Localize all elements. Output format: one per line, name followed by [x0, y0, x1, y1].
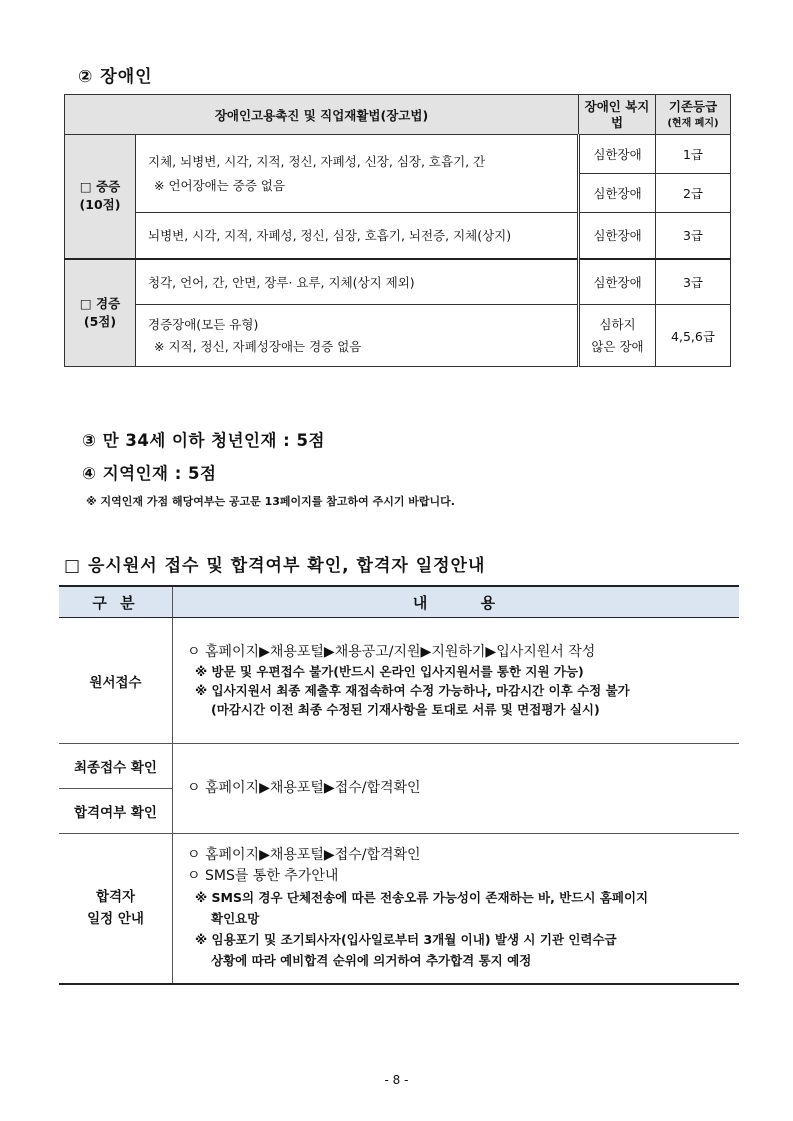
pass-check-label: 합격여부 확인 [59, 789, 173, 834]
severe-row1-grade-b: 2급 [656, 174, 731, 213]
schedule-content: ㅇ 홈페이지▶채용포털▶접수/합격확인 ㅇ SMS를 통한 추가안내 ※ SMS의 경우 단체전송에 따른 전송오류 가능성이 존재하는 바, 반드시 홈페이지 확인요망 ※ 임용포기 및 조기퇴사자(입사일로부터 3개월 이내) 발생 시 기관 인력수급 상황에 따라 예비합격 순위에 의거하여 추가합격 통지 예정 [173, 834, 740, 984]
mild-row2-text: 경증장애(모든 유형) ※ 지적, 정신, 자폐성장애는 경증 없음 [136, 305, 579, 367]
check-content: ㅇ 홈페이지▶채용포털▶접수/합격확인 [173, 744, 740, 834]
severe-row1-grade-a: 1급 [656, 135, 731, 174]
mild-row1-welfare: 심한장애 [579, 259, 656, 305]
mild-row1-text: 청각, 언어, 간, 안면, 장루· 요루, 지체(상지 제외) [136, 259, 579, 305]
apply-label: 원서접수 [59, 618, 173, 744]
col-content: 내 용 [173, 586, 740, 618]
disability-table [64, 94, 731, 367]
severe-row2-text: 뇌병변, 시각, 지적, 자폐성, 정신, 심장, 호흡기, 뇌전증, 지체(상지) [136, 213, 579, 259]
page-number: - 8 - [384, 1073, 409, 1087]
final-check-label: 최종접수 확인 [59, 744, 173, 789]
mild-label: □ 경증 (5점) [65, 259, 136, 367]
severe-row1-welfare-b: 심한장애 [579, 174, 656, 213]
youth-item: ③ 만 34세 이하 청년인재 : 5점 [82, 431, 325, 450]
old-grade-header: 기존등급 (현재 폐지) [656, 95, 731, 135]
disability-title: ② 장애인 [78, 67, 153, 87]
section-title: □ 응시원서 접수 및 합격여부 확인, 합격자 일정안내 [64, 556, 486, 576]
mild-row1-grade: 3급 [656, 259, 731, 305]
severe-label: □ 중증 (10점) [65, 135, 136, 259]
mild-row2-welfare: 심하지 않은 장애 [579, 305, 656, 367]
law-header: 장애인고용촉진 및 직업재활법(장고법) [65, 95, 579, 135]
schedule-label: 합격자 일정 안내 [59, 834, 173, 984]
apply-content: ㅇ 홈페이지▶채용포털▶채용공고/지원▶지원하기▶입사지원서 작성 ※ 방문 및 우편접수 불가(반드시 온라인 입사지원서를 통한 지원 가능) ※ 입사지원서 최종 제출후 재접속하여 수정 가능하나, 마감시간 이후 수정 불가 (마감시간 이전 최종 수정된 기재사항을 토대로 서류 및 면접평가 실시) [173, 618, 740, 744]
severe-row2-grade: 3급 [656, 213, 731, 259]
col-division: 구 분 [59, 586, 173, 618]
mild-row2-grade: 4,5,6급 [656, 305, 731, 367]
severe-row2-welfare: 심한장애 [579, 213, 656, 259]
schedule-table [59, 585, 739, 985]
severe-row1-welfare-a: 심한장애 [579, 135, 656, 174]
regional-note: ※ 지역인재 가점 해당여부는 공고문 13페이지를 참고하여 주시기 바랍니다. [86, 495, 455, 508]
welfare-header: 장애인 복지법 [579, 95, 656, 135]
severe-row1-text: 지체, 뇌병변, 시각, 지적, 정신, 자폐성, 신장, 심장, 호흡기, 간 ※ 언어장애는 중증 없음 [136, 135, 579, 213]
regional-item: ④ 지역인재 : 5점 [82, 464, 217, 483]
